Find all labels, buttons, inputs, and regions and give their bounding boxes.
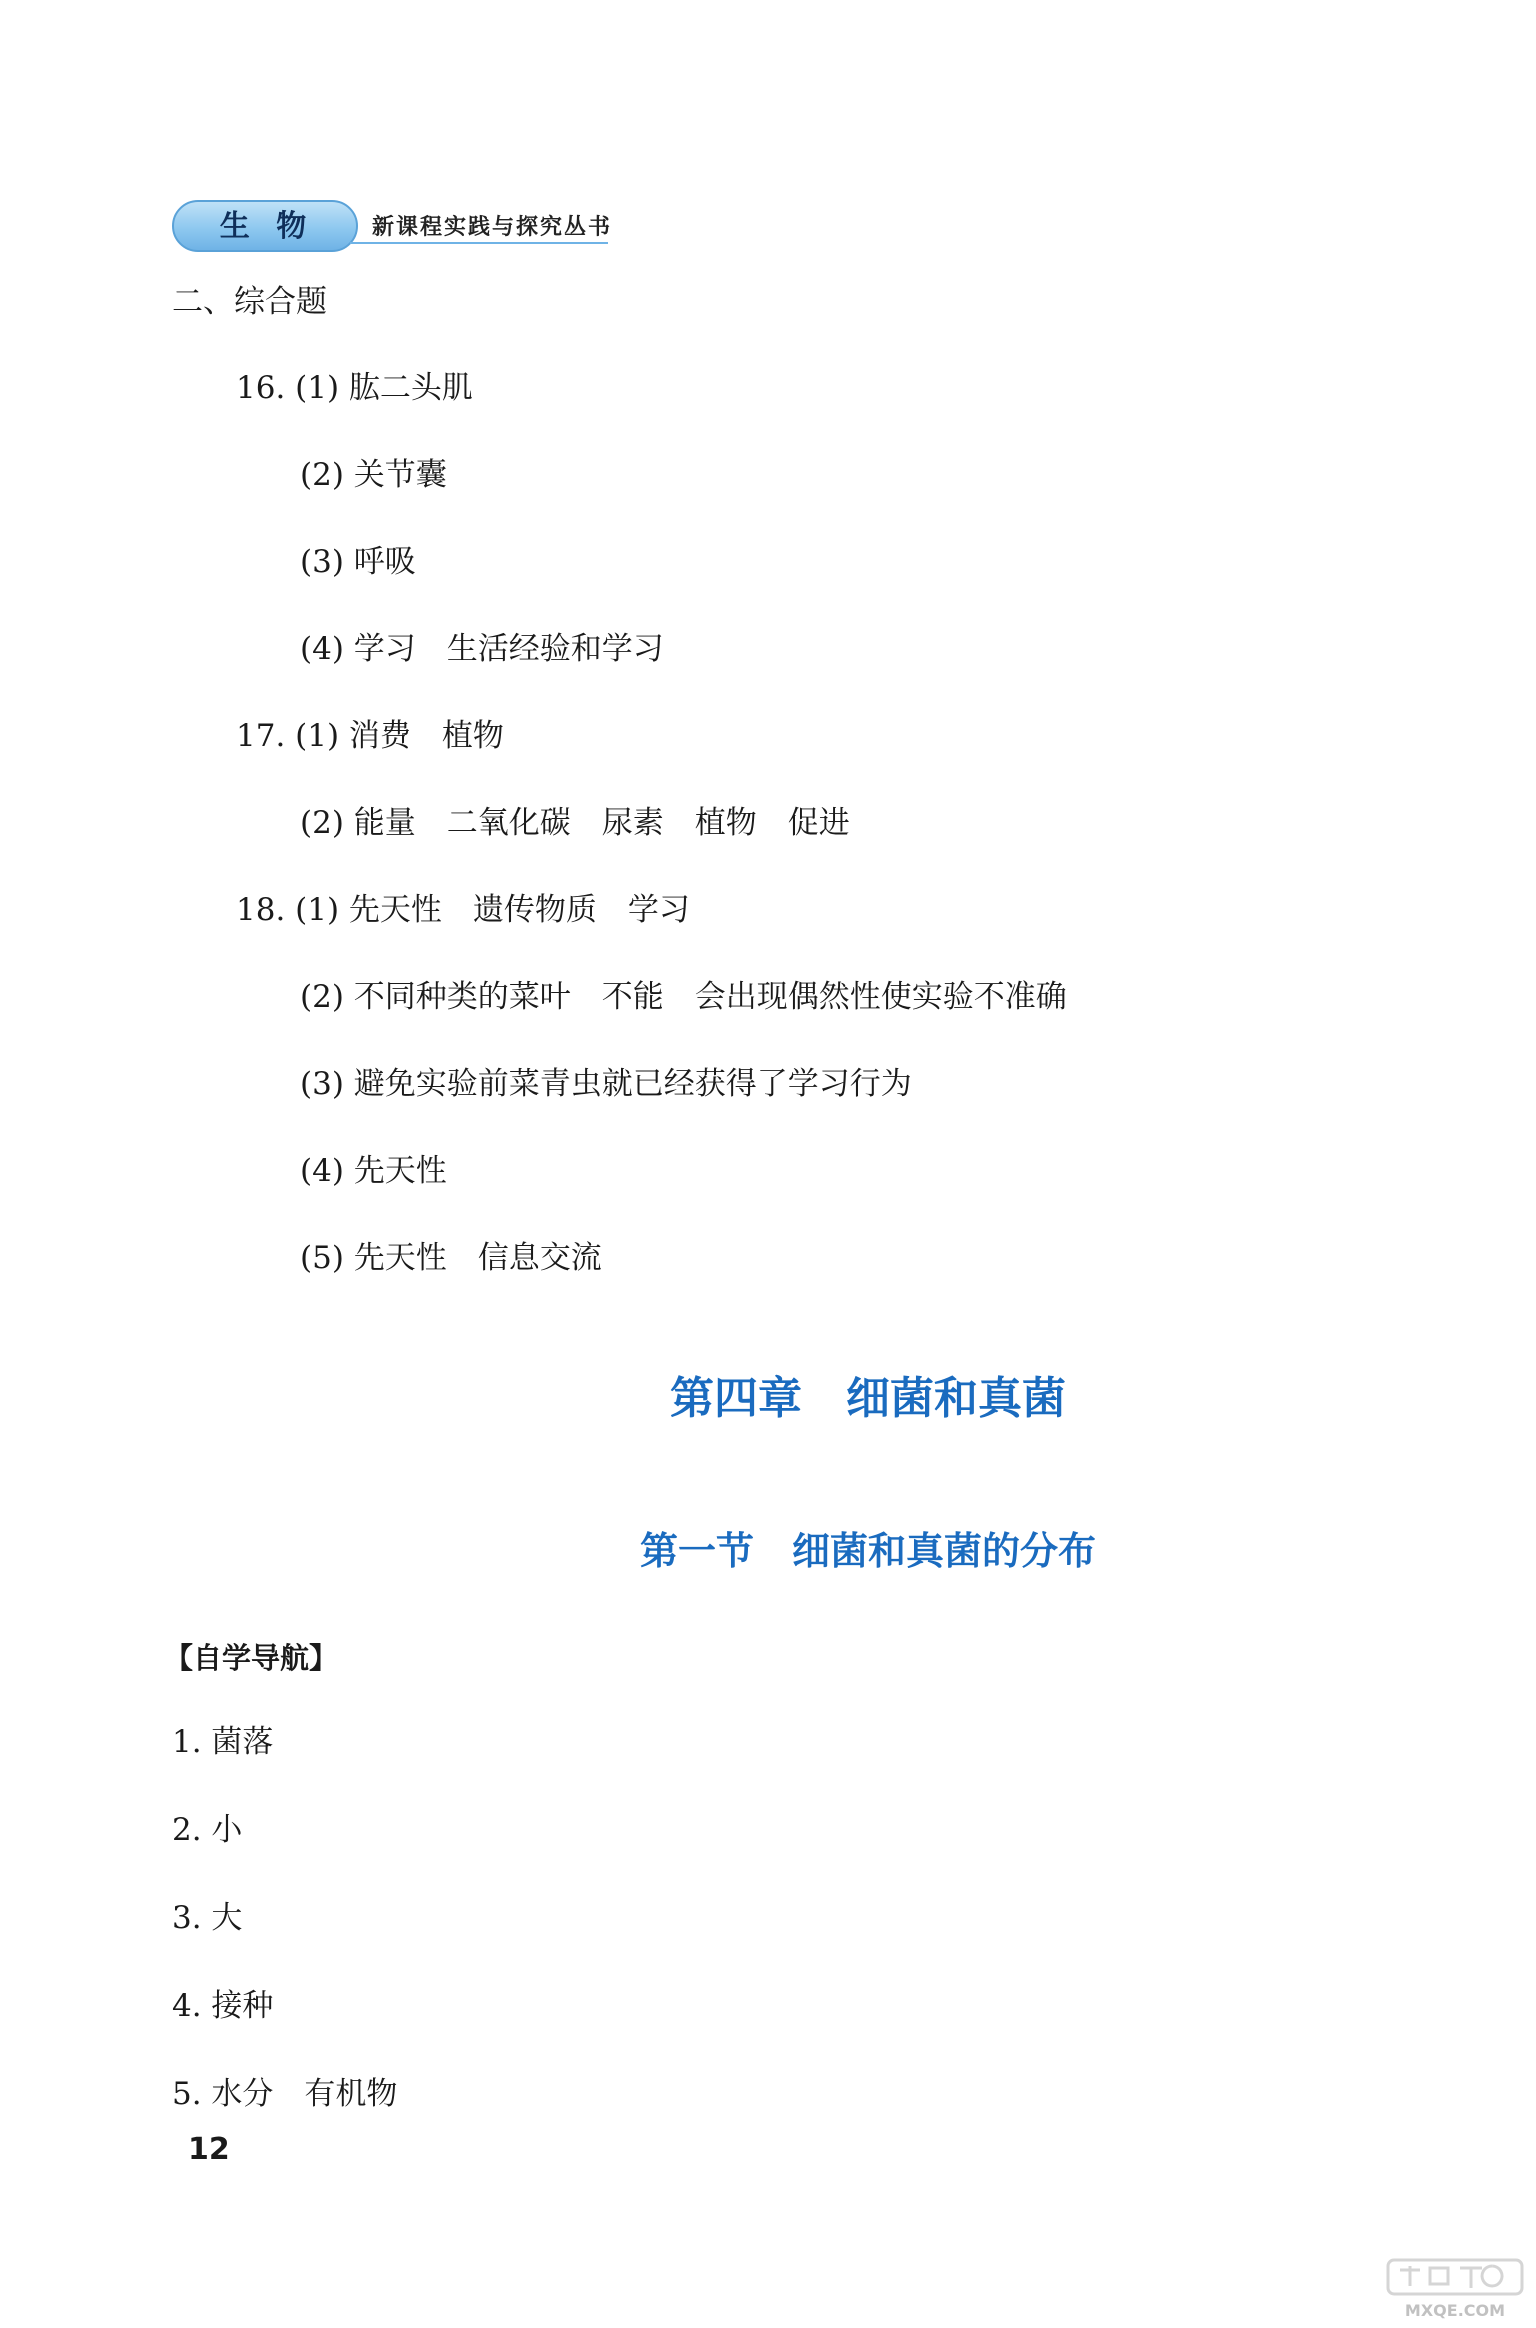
series-title: 新课程实践与探究丛书 xyxy=(372,215,613,240)
answer-line: (5) 先天性 信息交流 xyxy=(300,1240,602,1276)
svg-text:MXQE.COM: MXQE.COM xyxy=(1404,2301,1506,2320)
answer-line: (2) 不同种类的菜叶 不能 会出现偶然性使实验不准确 xyxy=(300,979,1067,1015)
answer-line: (2) 能量 二氧化碳 尿素 植物 促进 xyxy=(300,805,850,841)
answer-line: 18. (1) 先天性 遗传物质 学习 xyxy=(236,892,690,928)
watermark-logo xyxy=(1380,2254,1530,2324)
list-item: 5. 水分 有机物 xyxy=(172,2076,398,2112)
answer-line: (4) 学习 生活经验和学习 xyxy=(300,631,664,667)
list-item: 3. 大 xyxy=(172,1900,243,1936)
answer-line: (2) 关节囊 xyxy=(300,457,447,493)
answer-line: 16. (1) 肱二头肌 xyxy=(236,370,473,406)
answer-line: (3) 呼吸 xyxy=(300,544,416,580)
answer-line: (4) 先天性 xyxy=(300,1153,447,1189)
chapter-title: 第四章 细菌和真菌 xyxy=(670,1373,1066,1424)
list-item: 1. 菌落 xyxy=(172,1724,274,1760)
subject-badge-label: 生 物 xyxy=(219,209,315,244)
section-heading: 第一节 细菌和真菌的分布 xyxy=(639,1529,1096,1573)
list-item: 4. 接种 xyxy=(172,1988,274,2024)
section-title-comprehensive: 二、综合题 xyxy=(172,284,327,320)
header-divider xyxy=(350,242,608,244)
self-study-label: 【自学导航】 xyxy=(164,1641,339,1675)
answer-line: 17. (1) 消费 植物 xyxy=(236,718,504,754)
list-item: 2. 小 xyxy=(172,1812,243,1848)
answer-line: (3) 避免实验前菜青虫就已经获得了学习行为 xyxy=(300,1066,912,1102)
subject-badge xyxy=(172,200,358,252)
page-number: 12 xyxy=(188,2132,230,2167)
